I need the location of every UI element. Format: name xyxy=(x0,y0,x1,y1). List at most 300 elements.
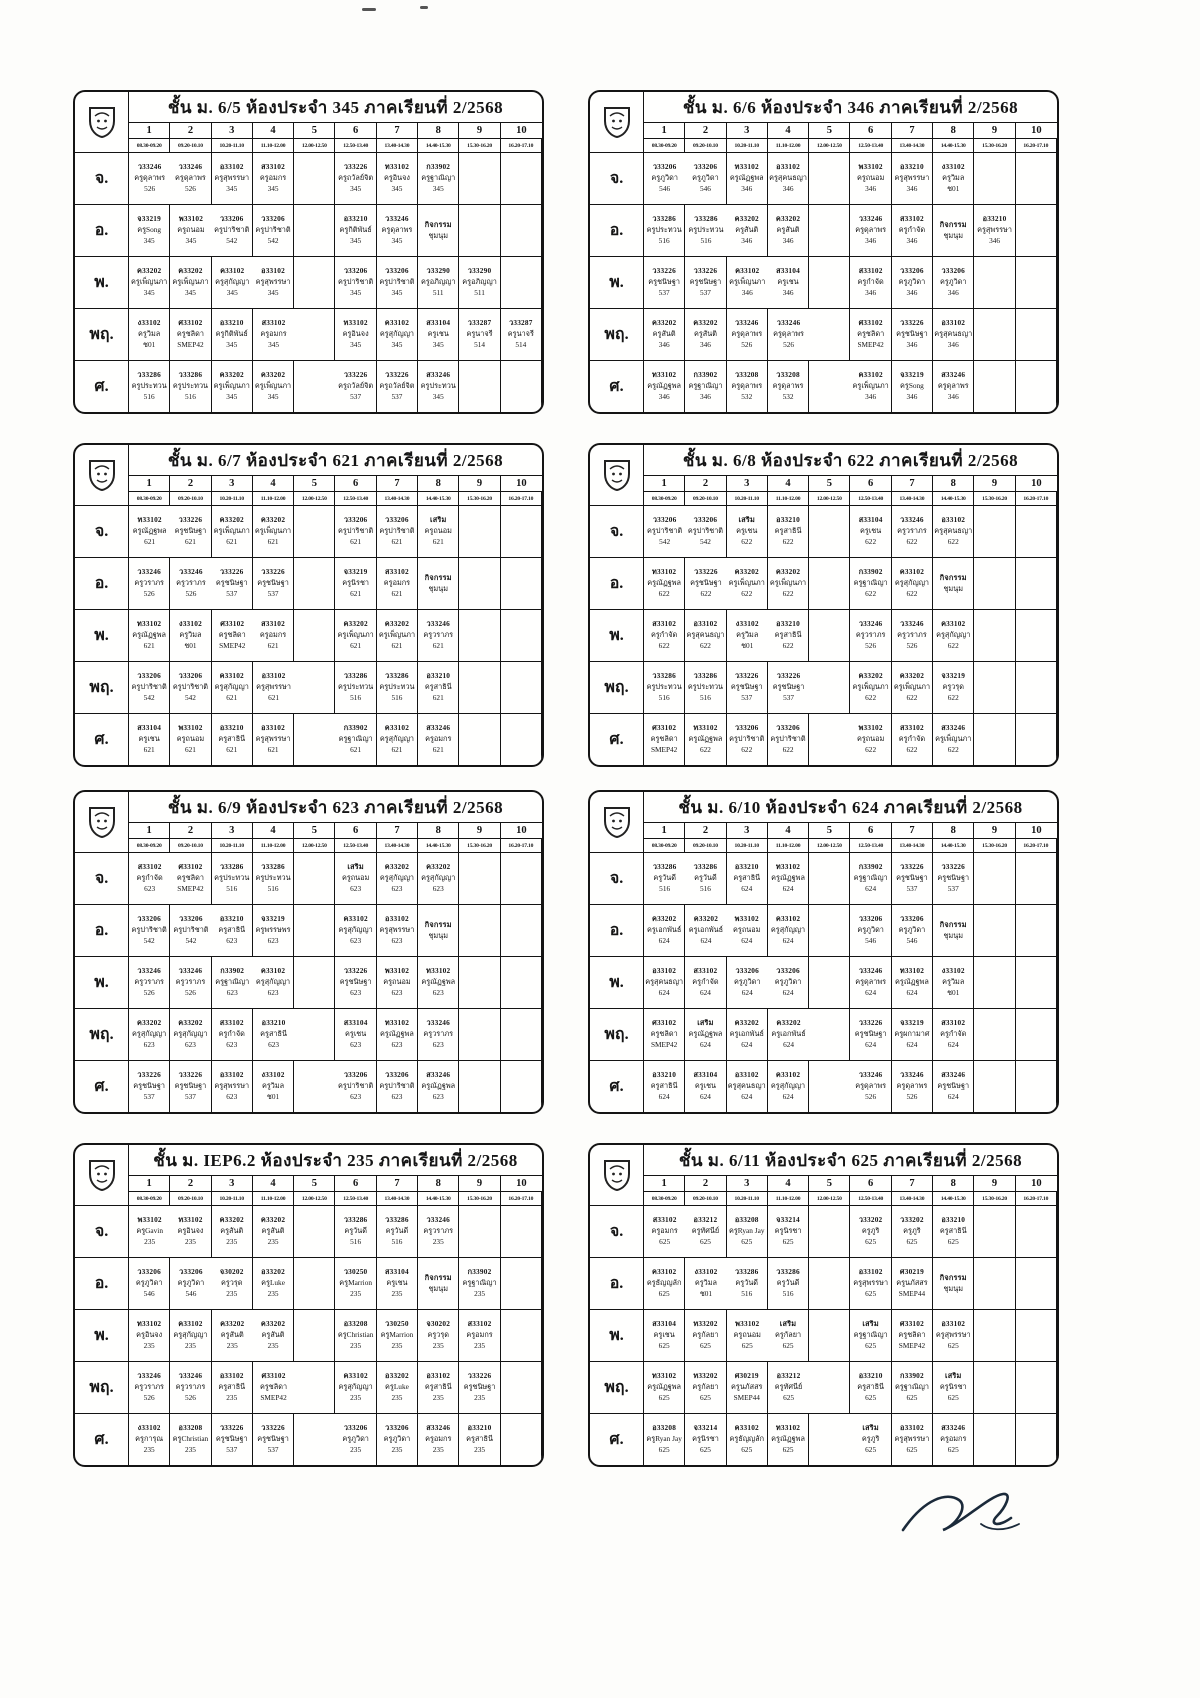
room-number: 623 xyxy=(350,987,362,997)
course-code: ว33206 xyxy=(137,1267,161,1277)
course-code: จ30202 xyxy=(426,1319,451,1329)
timetable-cell xyxy=(892,853,933,905)
course-code: ส33246 xyxy=(426,370,451,380)
timetable-cell xyxy=(933,205,974,257)
timetable-cell xyxy=(377,1258,418,1310)
teacher-name: ครูวันดี xyxy=(735,1278,759,1288)
teacher-name: ครูสันติ xyxy=(220,1330,244,1340)
day-label: ศ. xyxy=(590,361,644,412)
teacher-name: ครูLuke xyxy=(261,1278,285,1288)
course-code: ว33206 xyxy=(693,515,718,525)
room-number: 546 xyxy=(699,183,711,193)
teacher-name: ครูฐาณิญา xyxy=(421,173,456,183)
day-label: จ. xyxy=(590,1206,644,1258)
timetable-cell xyxy=(1016,257,1057,309)
teacher-name: ชุมนุม xyxy=(428,1283,449,1293)
day-label: พฤ. xyxy=(75,309,129,361)
course-code: ค33102 xyxy=(734,1423,759,1433)
course-code: ค33102 xyxy=(384,723,410,733)
course-code: ส33104 xyxy=(343,1018,368,1028)
course-code: ส33102 xyxy=(941,1018,966,1028)
teacher-name: ครูทัศนีย์ xyxy=(774,1382,803,1392)
timetable-cell xyxy=(335,1414,376,1465)
teacher-name: ครูกำจัด xyxy=(857,277,884,287)
room-number: 622 xyxy=(947,692,959,702)
room-number: SMEP42 xyxy=(177,339,204,349)
teacher-name: ครูถนอม xyxy=(733,925,761,935)
course-code: ว33286 xyxy=(385,1215,409,1225)
teacher-name: ครูชนิษฐา xyxy=(854,1029,887,1039)
teacher-name: ครูณัฏฐพล xyxy=(647,1382,682,1392)
timetable-cell xyxy=(377,205,418,257)
room-number: SMEP44 xyxy=(733,1392,760,1402)
timetable-cell xyxy=(294,205,335,257)
room-number: 622 xyxy=(782,640,794,650)
teacher-name: ครูดุลาพร xyxy=(855,1081,887,1091)
timetable-cell xyxy=(644,153,685,205)
course-code: ว33206 xyxy=(734,723,759,733)
course-code: ค33202 xyxy=(178,266,203,276)
course-code: ว33206 xyxy=(179,1267,203,1277)
timetable-cell xyxy=(377,1414,418,1465)
course-code: ค33102 xyxy=(219,671,244,681)
timetable-grid xyxy=(590,1145,1057,1465)
teacher-name: ครูประทวน xyxy=(214,873,250,883)
timetable-cell xyxy=(377,905,418,957)
course-code: ว33206 xyxy=(941,266,966,276)
timetable-cell xyxy=(253,1061,294,1112)
timetable-cell xyxy=(850,558,891,610)
teacher-name: ครูภูวิดา xyxy=(651,173,678,183)
period-time: 10.20-11.10 xyxy=(727,1192,768,1206)
course-code: อ33102 xyxy=(941,1319,966,1329)
timetable-cell xyxy=(253,309,294,361)
course-code: ว33206 xyxy=(735,966,760,976)
course-code: ว33287 xyxy=(509,318,533,328)
room-number: 537 xyxy=(226,1444,238,1454)
day-label: พฤ. xyxy=(590,1009,644,1061)
period-time: 08.30-09.20 xyxy=(644,139,685,153)
room-number: 235 xyxy=(350,1340,362,1350)
course-code: อ33210 xyxy=(261,1018,286,1028)
course-code: ศ33102 xyxy=(652,1018,677,1028)
timetable-cell xyxy=(1016,1362,1057,1414)
course-code: ว33246 xyxy=(137,162,162,172)
scan-artifact xyxy=(420,6,428,9)
timetable-cell xyxy=(768,153,809,205)
teacher-name: ครูถนอม xyxy=(733,1330,761,1340)
timetable-cell xyxy=(253,361,294,412)
timetable-grid xyxy=(590,445,1057,765)
teacher-name: ชุมนุม xyxy=(428,230,449,240)
room-number: SMEP42 xyxy=(219,640,246,650)
teacher-name: ชุมนุม xyxy=(943,1283,964,1293)
course-code: อ33210 xyxy=(858,1371,883,1381)
course-code: ท33102 xyxy=(384,162,410,172)
teacher-name: ครูสาธินี xyxy=(774,526,802,536)
period-time: 16.20-17.10 xyxy=(1016,492,1057,506)
timetable-cell xyxy=(170,1310,211,1362)
teacher-name: ครูชนิษฐา xyxy=(772,682,805,692)
timetable-cell xyxy=(685,1258,726,1310)
room-number: 621 xyxy=(432,640,444,650)
course-code: ว33246 xyxy=(900,515,924,525)
timetable-cell xyxy=(212,1414,253,1465)
room-number: 526 xyxy=(184,183,196,193)
room-number: 624 xyxy=(865,987,877,997)
course-code: อ33210 xyxy=(219,723,244,733)
room-number: 235 xyxy=(226,1288,238,1298)
teacher-name: ครูฐาณิญา xyxy=(215,977,250,987)
room-number: 542 xyxy=(699,536,711,546)
teacher-name: ครูเชน xyxy=(653,1330,675,1340)
course-code: ว33202 xyxy=(858,1215,883,1225)
course-code: เสริม xyxy=(862,1423,879,1433)
teacher-name: ครูกำจัด xyxy=(692,977,719,987)
room-number: 622 xyxy=(906,744,918,754)
timetable-cell xyxy=(459,1009,500,1061)
room-number: 345 xyxy=(226,287,238,297)
timetable-cell xyxy=(335,153,376,205)
school-crest-icon xyxy=(75,445,129,506)
room-number: 346 xyxy=(865,287,877,297)
timetable-5 xyxy=(73,790,544,1114)
course-code: อ33102 xyxy=(261,671,286,681)
teacher-name: ครูประทวน xyxy=(646,225,682,235)
period-number: 7 xyxy=(892,123,933,139)
period-number: 2 xyxy=(685,476,726,492)
period-number: 3 xyxy=(212,1176,253,1192)
room-number: 346 xyxy=(947,339,959,349)
teacher-name: ครูเพ็ญนภา xyxy=(213,381,250,391)
course-code: ว33226 xyxy=(261,567,285,577)
teacher-name: ครูสุกัญญา xyxy=(132,1029,167,1039)
timetable-cell xyxy=(644,957,685,1009)
table-title: ชั้น ม. 6/6 ห้องประจำ 346 ภาคเรียนที่ 2/2568 xyxy=(644,92,1057,123)
room-number: 345 xyxy=(432,339,444,349)
day-label: พ. xyxy=(590,1310,644,1362)
timetable-cell xyxy=(850,610,891,662)
timetable-cell xyxy=(644,257,685,309)
course-code: อ33102 xyxy=(652,966,677,976)
teacher-name: ครูวันดี xyxy=(344,1226,367,1236)
room-number: 235 xyxy=(350,1288,362,1298)
timetable-cell xyxy=(294,853,335,905)
room-number: 516 xyxy=(350,692,362,702)
table-title: ชั้น ม. 6/11 ห้องประจำ 625 ภาคเรียนที่ 2/2568 xyxy=(644,1145,1057,1176)
teacher-name: ครูเชน xyxy=(694,1081,717,1091)
course-code: ว33246 xyxy=(858,1070,883,1080)
period-number: 4 xyxy=(253,1176,294,1192)
room-number: 526 xyxy=(865,640,877,650)
room-number: 346 xyxy=(741,183,753,193)
period-number: 9 xyxy=(459,123,500,139)
timetable-cell xyxy=(644,853,685,905)
timetable-cell xyxy=(129,1362,170,1414)
teacher-name: ครูMarrion xyxy=(380,1330,414,1340)
period-time: 13.40-14.30 xyxy=(377,839,418,853)
school-crest-icon xyxy=(590,1145,644,1206)
course-code: ส33246 xyxy=(941,1070,966,1080)
room-number: 621 xyxy=(143,744,155,754)
room-number: 624 xyxy=(741,1091,753,1101)
teacher-name: ครูภูริ xyxy=(861,1434,880,1444)
day-label: อ. xyxy=(590,205,644,257)
teacher-name: ครูภูวิดา xyxy=(733,977,761,987)
timetable-cell xyxy=(170,257,211,309)
room-number: 625 xyxy=(782,1444,794,1454)
course-code: อ33102 xyxy=(858,1267,883,1277)
timetable-cell xyxy=(129,506,170,558)
period-time: 09.20-10.10 xyxy=(170,139,211,153)
timetable-cell xyxy=(212,1258,253,1310)
period-number: 1 xyxy=(644,1176,685,1192)
course-code: ว33246 xyxy=(178,966,203,976)
period-time: 15.30-16.20 xyxy=(974,839,1015,853)
room-number: 526 xyxy=(184,987,196,997)
course-code: ค33202 xyxy=(858,671,883,681)
room-number: 621 xyxy=(432,744,444,754)
teacher-name: ครูวันดี xyxy=(653,873,676,883)
timetable-cell xyxy=(294,957,335,1009)
timetable-cell xyxy=(1016,361,1057,412)
teacher-name: ครูสุคนธญา xyxy=(934,526,973,536)
room-number: 526 xyxy=(185,588,197,598)
timetable-cell xyxy=(727,558,768,610)
timetable-cell xyxy=(809,662,850,714)
course-code: ว33206 xyxy=(178,671,203,681)
course-code: อ33102 xyxy=(261,723,285,733)
timetable-cell xyxy=(335,957,376,1009)
teacher-name: ครูปาริชาติ xyxy=(338,1081,374,1091)
course-code: ก33902 xyxy=(343,723,368,733)
room-number: 345 xyxy=(226,391,238,401)
room-number: 345 xyxy=(226,183,238,193)
course-code: ว33246 xyxy=(426,1215,451,1225)
course-code: ว33206 xyxy=(343,1423,368,1433)
room-number: 621 xyxy=(226,536,238,546)
teacher-name: ครูเอกพันธ์ xyxy=(688,925,724,935)
teacher-name: ครูวราภร xyxy=(423,1029,454,1039)
timetable-cell xyxy=(974,905,1015,957)
timetable-cell xyxy=(418,957,459,1009)
day-label: ศ. xyxy=(590,1414,644,1465)
room-number: 625 xyxy=(906,1236,918,1246)
teacher-name: ครูSong xyxy=(900,381,924,391)
teacher-name: ครูชลิดา xyxy=(176,329,204,339)
timetable-cell xyxy=(418,1258,459,1310)
room-number: 537 xyxy=(741,692,753,702)
course-code: ว33286 xyxy=(178,370,203,380)
room-number: 623 xyxy=(350,935,362,945)
teacher-name: ครูฐาณิญา xyxy=(853,873,888,883)
timetable-cell xyxy=(1016,905,1057,957)
room-number: 345 xyxy=(143,287,155,297)
course-code: ศ33102 xyxy=(178,318,203,328)
course-code: พ33102 xyxy=(178,723,203,733)
course-code: อ33208 xyxy=(343,1319,368,1329)
period-time: 15.30-16.20 xyxy=(974,492,1015,506)
room-number: 624 xyxy=(741,1039,753,1049)
period-time: 16.20-17.10 xyxy=(1016,139,1057,153)
course-code: ส33104 xyxy=(384,1267,409,1277)
room-number: 622 xyxy=(865,588,877,598)
timetable-grid xyxy=(75,1145,542,1465)
timetable-cell xyxy=(253,257,294,309)
timetable-cell xyxy=(892,153,933,205)
timetable-cell xyxy=(809,957,850,1009)
period-number: 2 xyxy=(170,476,211,492)
room-number: 625 xyxy=(699,1392,711,1402)
period-time: 09.20-10.10 xyxy=(685,492,726,506)
room-number: SMEP42 xyxy=(177,883,204,893)
timetable-cell xyxy=(253,558,294,610)
timetable-cell xyxy=(685,558,726,610)
room-number: 526 xyxy=(906,640,918,650)
course-code: อ33210 xyxy=(426,671,451,681)
timetable-cell xyxy=(768,1258,809,1310)
school-crest-icon xyxy=(590,792,644,853)
timetable-cell xyxy=(892,905,933,957)
course-code: ง33102 xyxy=(261,1070,285,1080)
period-time: 10.20-11.10 xyxy=(727,839,768,853)
room-number: 345 xyxy=(185,235,197,245)
timetable-cell xyxy=(850,1009,891,1061)
teacher-name: ครูเพ็ญนภา xyxy=(378,630,416,640)
timetable-cell xyxy=(459,1061,500,1112)
teacher-name: ครูChristian xyxy=(172,1434,209,1444)
period-time: 14.40-15.30 xyxy=(418,1192,459,1206)
timetable-cell xyxy=(418,1414,459,1465)
room-number: 621 xyxy=(350,744,362,754)
room-number: 235 xyxy=(184,1340,196,1350)
teacher-name: ครูสุกัญญา xyxy=(338,1382,373,1392)
room-number: 622 xyxy=(906,536,918,546)
timetable-cell xyxy=(418,1206,459,1258)
room-number: SMEP44 xyxy=(898,1288,926,1298)
course-code: ง33102 xyxy=(941,966,965,976)
course-code: ว33226 xyxy=(343,162,368,172)
teacher-name: ครูSong xyxy=(137,225,162,235)
course-code: อ33210 xyxy=(900,162,924,172)
teacher-name: ครูสาธินี xyxy=(774,630,802,640)
timetable-cell xyxy=(294,361,335,412)
course-code: ว33226 xyxy=(343,966,368,976)
timetable-cell xyxy=(768,662,809,714)
timetable-cell xyxy=(501,610,542,662)
period-time: 14.40-15.30 xyxy=(418,492,459,506)
teacher-name: ครูวราภร xyxy=(175,1382,206,1392)
school-crest-icon xyxy=(590,445,644,506)
course-code: ค33202 xyxy=(343,619,368,629)
day-label: พฤ. xyxy=(590,662,644,714)
teacher-name: ครูวราภร xyxy=(855,630,886,640)
room-number: 345 xyxy=(350,287,362,297)
period-time: 12.50-13.40 xyxy=(335,1192,376,1206)
room-number: 625 xyxy=(782,1340,794,1350)
room-number: 622 xyxy=(741,588,753,598)
period-number: 10 xyxy=(1016,823,1057,839)
timetable-cell xyxy=(892,1414,933,1465)
teacher-name: ครูวิมล xyxy=(261,1081,285,1091)
course-code: ค33202 xyxy=(734,567,759,577)
teacher-name: ครูสุพรรษา xyxy=(894,173,930,183)
timetable-8 xyxy=(588,1143,1059,1467)
teacher-name: ครูGavin xyxy=(136,1226,163,1236)
teacher-name: ครูปาริชาติ xyxy=(687,526,724,536)
period-number: 4 xyxy=(768,123,809,139)
timetable-cell xyxy=(768,1414,809,1465)
teacher-name: ครูวราภร xyxy=(423,630,454,640)
room-number: 546 xyxy=(906,935,918,945)
teacher-name: ครูชนิษฐา xyxy=(896,329,928,339)
teacher-name: ครูชลิดา xyxy=(218,630,246,640)
room-number: 625 xyxy=(658,1444,670,1454)
timetable-cell xyxy=(459,610,500,662)
course-code: อ33210 xyxy=(776,515,800,525)
room-number: 624 xyxy=(782,935,794,945)
teacher-name: ครูกัลยา xyxy=(775,1330,802,1340)
period-time: 13.40-14.30 xyxy=(892,839,933,853)
timetable-cell xyxy=(685,1414,726,1465)
room-number: 621 xyxy=(267,536,279,546)
teacher-name: ครูดุลาพร xyxy=(855,977,887,987)
teacher-name: ครูณัฏฐพล xyxy=(771,873,805,883)
timetable-cell xyxy=(727,205,768,257)
timetable-cell xyxy=(850,662,891,714)
teacher-name: ครูฐาณิญา xyxy=(853,578,888,588)
timetable-cell xyxy=(850,714,891,765)
room-number: 546 xyxy=(185,1288,197,1298)
timetable-cell xyxy=(768,309,809,361)
period-number: 1 xyxy=(644,823,685,839)
room-number: 346 xyxy=(741,235,753,245)
day-label: จ. xyxy=(75,853,129,905)
period-time: 08.30-09.20 xyxy=(129,492,170,506)
timetable-cell xyxy=(974,1310,1015,1362)
timetable-cell xyxy=(685,1009,726,1061)
teacher-name: ครูอมกร xyxy=(259,630,287,640)
timetable-cell xyxy=(501,1414,542,1465)
period-time: 16.20-17.10 xyxy=(1016,839,1057,853)
timetable-cell xyxy=(727,957,768,1009)
teacher-name: ครูMarrion xyxy=(339,1278,372,1288)
timetable-cell xyxy=(129,1258,170,1310)
teacher-name: ครูชนิษฐา xyxy=(730,682,763,692)
room-number: 345 xyxy=(391,287,403,297)
teacher-name: ครูดุลาพร xyxy=(731,329,763,339)
teacher-name: ครูวรุด xyxy=(942,682,965,692)
period-number: 10 xyxy=(1016,123,1057,139)
course-code: ว33286 xyxy=(652,214,676,224)
teacher-name: ครูกิติพันธ์ xyxy=(339,225,372,235)
course-code: ส33102 xyxy=(219,1018,244,1028)
course-code: ค33202 xyxy=(651,318,677,328)
teacher-name: ครูวิมล xyxy=(138,329,161,339)
timetable-cell xyxy=(685,506,726,558)
day-label: ศ. xyxy=(75,1414,129,1465)
timetable-cell xyxy=(212,1362,253,1414)
teacher-name: ครูชนิษฐา xyxy=(690,578,722,588)
timetable-cell xyxy=(212,205,253,257)
course-code: ว30250 xyxy=(385,1319,409,1329)
timetable-cell xyxy=(933,905,974,957)
timetable-grid xyxy=(590,92,1057,412)
timetable-cell xyxy=(335,610,376,662)
timetable-cell xyxy=(212,1061,253,1112)
room-number: 625 xyxy=(741,1236,753,1246)
course-code: ว33206 xyxy=(261,214,285,224)
